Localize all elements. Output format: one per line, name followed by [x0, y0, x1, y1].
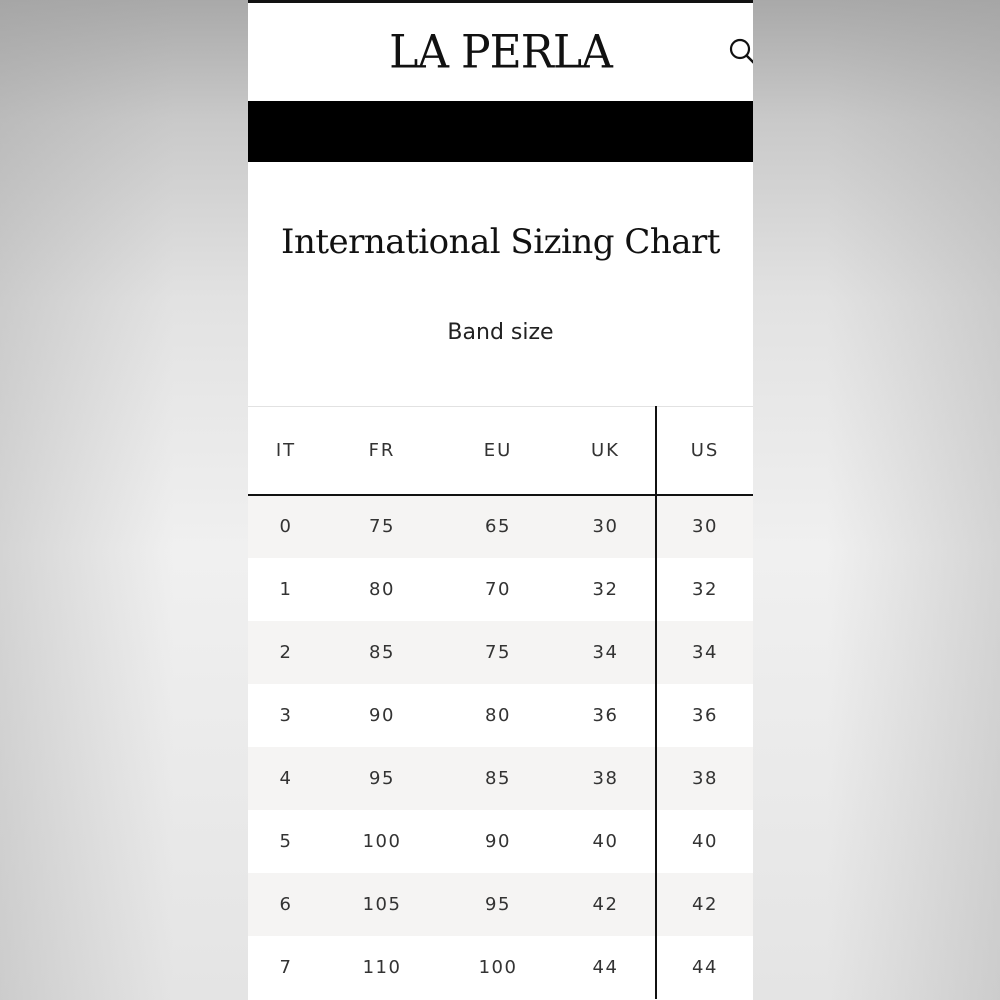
search-button[interactable]	[728, 35, 753, 69]
page-title: International Sizing Chart	[281, 222, 720, 262]
cell-eu: 90	[485, 830, 511, 852]
header-us: US	[656, 407, 753, 495]
cell-fr: 95	[369, 767, 395, 789]
background-left	[0, 0, 248, 1000]
header-fr: FR	[368, 439, 396, 461]
cell-uk: 30	[592, 516, 619, 537]
table-header-row	[248, 407, 753, 495]
phone-screen	[248, 0, 753, 1000]
sizing-table-container	[248, 406, 753, 999]
brand-logo[interactable]: LA PERLA	[389, 25, 612, 80]
sizing-table	[248, 406, 753, 999]
cell-it: 6	[279, 893, 293, 915]
site-header	[248, 3, 753, 101]
cell-us: 38	[656, 747, 753, 810]
cell-uk: 34	[592, 641, 619, 663]
header-uk: UK	[591, 439, 620, 461]
section-subtitle: Band size	[447, 320, 554, 345]
cell-eu: 80	[485, 704, 511, 726]
cell-it: 1	[279, 578, 293, 600]
cell-it: 3	[279, 704, 293, 726]
table-row	[248, 621, 753, 684]
table-row	[248, 873, 753, 936]
cell-it: 4	[279, 767, 293, 789]
cell-uk: 32	[592, 578, 619, 600]
cell-us: 44	[656, 936, 753, 999]
cell-eu: 65	[485, 516, 511, 537]
cell-fr: 75	[369, 516, 395, 537]
cell-uk: 38	[592, 767, 619, 789]
table-row	[248, 936, 753, 999]
search-icon	[728, 35, 753, 69]
table-row	[248, 558, 753, 621]
cell-uk: 42	[592, 893, 619, 915]
cell-us: 40	[656, 810, 753, 873]
cell-fr: 105	[362, 893, 402, 915]
cell-it: 5	[279, 830, 293, 852]
cell-fr: 110	[362, 956, 402, 978]
header-eu: EU	[483, 439, 513, 461]
cell-uk: 44	[592, 956, 619, 978]
header-it: IT	[275, 439, 297, 461]
cell-fr: 80	[369, 578, 395, 600]
cell-fr: 85	[369, 641, 395, 663]
cell-it: 0	[279, 516, 293, 537]
cell-eu: 75	[485, 641, 511, 663]
cell-us: 32	[656, 558, 753, 621]
cell-eu: 95	[485, 893, 511, 915]
cell-it: 7	[279, 956, 293, 978]
table-row	[248, 810, 753, 873]
cell-it: 2	[279, 641, 293, 663]
table-row	[248, 747, 753, 810]
table-row	[248, 684, 753, 747]
cell-fr: 100	[362, 830, 402, 852]
background-right	[753, 0, 1000, 1000]
cell-us: 42	[656, 873, 753, 936]
cell-us: 34	[656, 621, 753, 684]
cell-uk: 40	[592, 830, 619, 852]
cell-us: 30	[656, 495, 753, 558]
cell-us: 36	[656, 684, 753, 747]
table-row	[248, 495, 753, 558]
cell-uk: 36	[592, 704, 619, 726]
cell-eu: 70	[485, 578, 511, 600]
cell-eu: 100	[478, 956, 518, 978]
cell-eu: 85	[485, 767, 511, 789]
cell-fr: 90	[369, 704, 395, 726]
